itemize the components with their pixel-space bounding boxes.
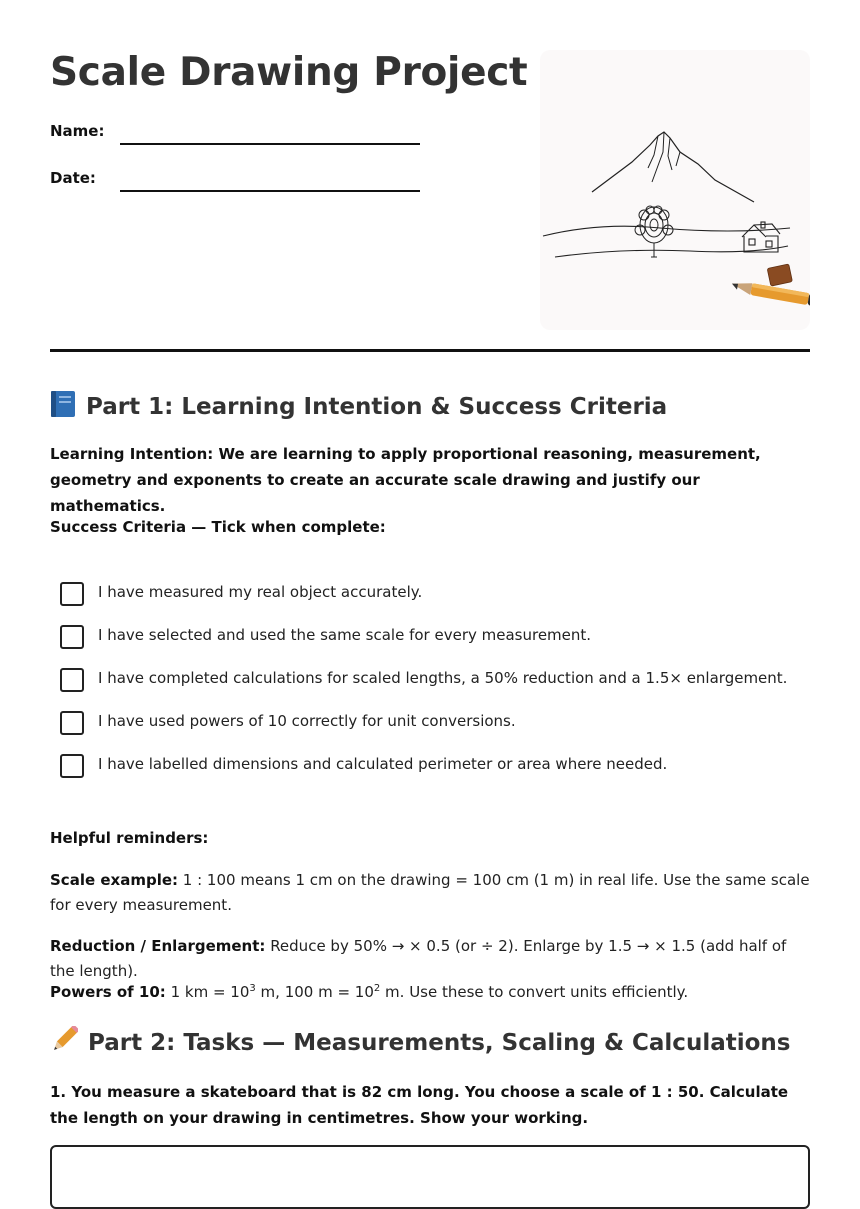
reminder-powers-label: Powers of 10: <box>50 983 166 1001</box>
date-field[interactable] <box>120 190 420 192</box>
criteria-checkbox[interactable] <box>60 625 84 649</box>
name-label: Name: <box>50 122 105 140</box>
reminder-reduction-text: Reduce by 50% → × 0.5 (or ÷ 2). Enlarge by 1.5 → × 1.5 (add half of the length). <box>50 937 787 980</box>
reminder-powers-text: 1 km = $10^3$ m, 100 $m = 10^2$ m. Use these to convert units efficiently. <box>170 983 689 1001</box>
learning-intention: Learning Intention: We are learning to apply proportional reasoning, measurement, geometry and exponents to create an accurate scale drawing and justify our mathematics. <box>50 445 761 515</box>
criteria-text: I have measured my real object accurately. <box>98 583 423 601</box>
name-field[interactable] <box>120 143 420 145</box>
reminder-scale-text: 1 : 100 means 1 cm on the drawing = 100 cm (1 m) in real life. Use the same scale for every measurement. <box>50 871 810 914</box>
date-label: Date: <box>50 169 96 187</box>
pencil-icon <box>50 1026 78 1060</box>
part2-heading-text: Part 2: Tasks — Measurements, Scaling & Calculations <box>88 1030 791 1056</box>
criteria-text: I have used powers of 10 correctly for unit conversions. <box>98 712 516 730</box>
reminders-title: Helpful reminders: <box>50 829 209 847</box>
criteria-checkbox[interactable] <box>60 711 84 735</box>
part2-heading <box>50 1026 790 1060</box>
landscape-sketch-image <box>540 50 810 330</box>
sketch-illustration <box>540 50 810 330</box>
reminder-scale-label: Scale example: <box>50 871 179 889</box>
criteria-checkbox[interactable] <box>60 754 84 778</box>
question-1: 1. You measure a skateboard that is 82 cm long. You choose a scale of 1 : 50. Calculate the length on your drawing in centimetres. Show your working. <box>50 1083 789 1127</box>
blue-book-icon <box>50 390 76 424</box>
reminder-powers <box>50 976 810 1005</box>
criteria-checkbox[interactable] <box>60 668 84 692</box>
criteria-checkbox[interactable] <box>60 582 84 606</box>
criteria-text: I have completed calculations for scaled lengths, a 50% reduction and a 1.5× enlargement. <box>98 669 788 687</box>
part1-heading <box>50 390 667 424</box>
part1-heading-text: Part 1: Learning Intention & Success Criteria <box>86 394 668 420</box>
section-divider <box>50 349 810 352</box>
page-title: Scale Drawing Project <box>50 50 528 95</box>
reminder-reduction-label: Reduction / Enlargement: <box>50 937 266 955</box>
reminder-scale <box>50 868 810 918</box>
success-criteria-title: Success Criteria — Tick when complete: <box>50 518 386 536</box>
criteria-text: I have selected and used the same scale for every measurement. <box>98 626 592 644</box>
answer-box-1[interactable] <box>50 1145 810 1209</box>
criteria-text: I have labelled dimensions and calculated perimeter or area where needed. <box>98 755 668 773</box>
